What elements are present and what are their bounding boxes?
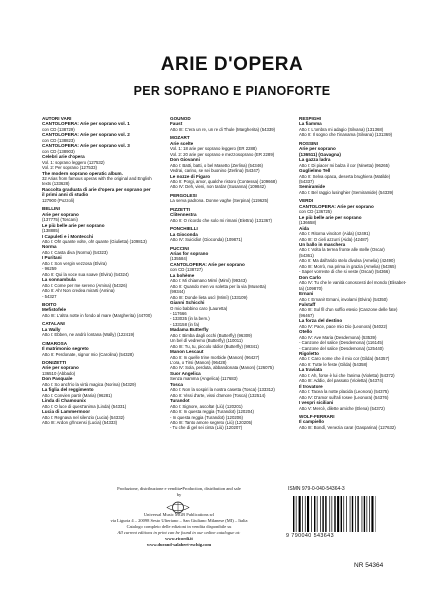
catalog-entry: Atto I: Di piacer mi balza il cor (Ninetta) (96265) <box>299 162 390 168</box>
catalog-heading: CANTOLOPERA: Arie per soprano vol. 2 <box>42 132 130 138</box>
catalog-heading: La bohème <box>170 272 195 278</box>
catalog-entry: Atto IV: Tu che le vanità conoscesti del mondo (Elisabet- <box>299 280 407 286</box>
barcode-bar <box>311 496 312 532</box>
catalog-heading: il primi anni di studio <box>42 192 89 198</box>
catalog-heading: DONIZETTI <box>42 360 67 366</box>
catalog-heading: Il matrimonio segreto <box>42 346 89 352</box>
catalog-heading: BELLINI <box>42 206 60 212</box>
catalog-entry: Atto III: L'altra notte in fondo al mare (Margherita) (44700) <box>42 312 152 318</box>
catalog-entry: (135584) <box>170 256 188 262</box>
catalog-heading: La traviata <box>299 367 322 373</box>
catalog-entry: Atto III: Tu, tu, piccolo Iddio! (Butterfly) (99341) <box>170 343 259 349</box>
catalog-heading: Madama Butterfly <box>170 327 209 333</box>
barcode-bar <box>334 496 335 532</box>
catalog-entry: Atto III: Ardon gl'incensi (Lucia) (54333) <box>42 420 118 426</box>
catalog-heading: I Puritani <box>42 255 62 261</box>
catalog-entry: - 54327 <box>42 293 57 299</box>
catalog-entry: O mio babbino caro (Lauretta) <box>170 305 228 311</box>
catalog-entry: L'ora, o Tirsi (Manon) (96428) <box>170 360 227 366</box>
catalog-heading: La gazza ladra <box>299 157 331 163</box>
catalog-entry: Atto II: In questa reggia (Turandot) (120204) <box>170 409 254 415</box>
catalog-entry: Senza mamma (Angelica) (117683) <box>170 376 238 382</box>
barcode-bar <box>346 496 347 532</box>
catalog-heading: CANTOLOPERA: Arie per soprano vol. 3 <box>42 143 130 149</box>
catalog-heading: Faust <box>170 121 183 127</box>
barcode-bar <box>314 496 315 532</box>
catalog-heading: PIZZETTI <box>170 206 190 212</box>
catalog-heading: Un ballo in maschera <box>299 241 346 247</box>
catalog-entry: (137775) (Toscani) <box>42 217 78 223</box>
catalog-heading: Manon Lescaut <box>170 349 204 355</box>
catalog-heading: Turandot <box>170 398 190 404</box>
catalog-entry: - In questa reggia (Turandot) (120206) <box>170 414 243 420</box>
barcode-bar <box>332 496 333 532</box>
catalog-heading: Ernani <box>299 291 314 297</box>
catalog-heading: CANTOLOPERA: Arie per soprano vol. 1 <box>42 121 130 127</box>
footer-link-durand[interactable]: www.durand-salabert-eschig.com <box>146 542 212 547</box>
catalog-heading: La sonnambula <box>42 277 76 283</box>
catalog-entry: - 96259 <box>42 266 57 272</box>
catalog-heading: Semiramide <box>299 184 326 190</box>
barcode-bar <box>355 496 356 532</box>
catalog-entry: - 133158 (in fa) <box>170 321 200 327</box>
catalog-entry: Atto I: Bel raggio lusinghier (Semiramide) (54339) <box>299 189 394 195</box>
catalog-number: NR 54364 <box>354 562 384 569</box>
catalog-entry: 32 Arias from famous operas with the original and English <box>42 175 152 181</box>
catalog-heading: Le più belle arie per soprano <box>299 214 362 220</box>
catalog-heading: CANTOLOPERA: Arie per soprano <box>299 203 374 209</box>
catalog-entry: Atto I: O luce di quest'anima (Linda) (54331) <box>42 403 127 409</box>
catalog-entry: Atto I: Bimba dagli occhi (Butterfly) (96309) <box>170 332 252 338</box>
catalog-heading: Celebri arie d'opera <box>42 154 85 160</box>
catalog-entry: Atto I: Ernani! Ernani, involami (Elvira) (54350) <box>299 296 388 302</box>
catalog-entry: 127900 (Pozzoli) <box>42 197 75 203</box>
catalog-entry: Atto I: Volta la terrea fronte alle stelle (Oscar) <box>299 247 385 253</box>
barcode-bar <box>325 496 326 532</box>
catalog-heading: Otello <box>299 329 313 335</box>
catalog-entry: Un bel dì vedremo (Butterfly) (110011) <box>170 338 243 344</box>
catalog-heading: PUCCINI <box>170 245 189 251</box>
barcode-bar <box>352 496 353 532</box>
catalog-entry: Atto II: Selva opaca, deserta brughiera (Matilde) <box>299 173 391 179</box>
catalog-entry: Atto III: Tanto amore segreto (Liù) (120205) <box>170 420 253 426</box>
catalog-heading: Raccolta graduata di arie d'opera per soprano per <box>42 186 151 192</box>
catalog-entry: Atto I: Signore, ascolta! (Liù) (120201) <box>170 403 243 409</box>
catalog-heading: Falstaff <box>299 301 316 307</box>
catalog-entry: (136658) <box>299 220 317 226</box>
catalog-entry: Atto V: Mercè, dilette amiche (Elena) (54372) <box>299 405 385 411</box>
footer-line-catalog-en: All current editions in print can be found in our online catalogue at: <box>117 530 241 535</box>
catalog-column-1 <box>42 116 160 425</box>
catalog-entry: (96467) <box>299 312 314 318</box>
catalog-entry: Atto I: Mi chiamano Mimì (Mimì) (99343) <box>170 278 247 284</box>
barcode-bar <box>350 496 351 532</box>
catalog-entry: Vol. 1: 18 arie per soprano leggero (ER 2288) <box>170 146 257 152</box>
catalog-entry: (99344) <box>170 289 185 295</box>
catalog-entry: Atto III: Morrò, ma prima in grazia (Amelia) (54365) <box>299 263 396 269</box>
catalog-heading: Clitennestra <box>170 212 197 218</box>
catalog-entry: Atto IV: Ave Maria (Desdemona) (53539) <box>299 334 377 340</box>
universal-music-logo <box>164 501 192 514</box>
barcode-bar <box>367 496 368 532</box>
catalog-heading: Arie per soprano <box>299 146 336 152</box>
catalog-entry: ta) (109870) <box>299 285 323 291</box>
catalog-entry: La serva padrona. Donne vaghe (Serpina) (119625) <box>170 198 269 204</box>
catalog-entry: Atto I: Batti, batti, o bel Masetto (Zerlina) (54346) <box>170 162 263 168</box>
barcode-bar <box>317 496 318 532</box>
barcode-bar <box>364 496 365 532</box>
ismn-code: ISMN 979-0-040-54364-3 <box>288 486 345 492</box>
catalog-entry: Atto III: Sul fil d'un soffio etesio (Canzone delle fate) <box>299 307 398 313</box>
barcode-bar <box>307 496 309 532</box>
catalog-heading: Arie per soprano <box>42 211 79 217</box>
page-subtitle: PER SOPRANO E PIANOFORTE <box>133 84 331 98</box>
catalog-heading: Rigoletto <box>299 351 319 357</box>
barcode-bar <box>343 496 344 532</box>
catalog-heading: La Gioconda <box>170 231 198 237</box>
catalog-entry: Atto II: In quelle trine morbide (Manon) (96427) <box>170 354 260 360</box>
catalog-entry: Atto II: Vissi d'arte, vissi d'amore (Tosca) (132514) <box>170 392 266 398</box>
footer-line-publisher: Universal Music MGB Publications srl <box>143 512 215 517</box>
catalog-entry: Atto IV: Sola, perduta, abbandonata (Manon) (126075) <box>170 365 274 371</box>
catalog-entry: Atto III: Bondì, Venezia cara! (Gasparina) (127632) <box>299 424 396 430</box>
catalog-entry: Atto IV: Pace, pace mio Dio (Leonora) (54022) <box>299 323 388 329</box>
catalog-entry: Atto II: Quando men vo soletta per la via (Musetta) <box>170 283 267 289</box>
catalog-heading: The modern soprano operatic album. <box>42 170 123 176</box>
barcode-bar <box>302 496 303 532</box>
catalog-entry: 136510 (Abbado) <box>42 370 76 376</box>
catalog-entry: Atto I: Ebben, ne andrò lontana (Wally) (122419) <box>42 332 135 338</box>
catalog-entry: - Saper vorreste di che si veste (Oscar) (54366) <box>299 269 390 275</box>
catalog-entry: (54361) <box>299 252 314 258</box>
catalog-heading: Norma <box>42 244 57 250</box>
footer-line-production: Produzione, distribuzione e vendita•Production, distribution and sale <box>117 486 241 491</box>
catalog-entry: texts (133628) <box>42 181 70 187</box>
catalog-entry: - Tu che di gel sei cinta (Liù) (120207) <box>170 425 243 431</box>
catalog-heading: Lucia di Lammermoor <box>42 409 90 415</box>
catalog-entry: Atto I: Ritorna vincitor! (Aida) (42491) <box>299 231 370 237</box>
catalog-entry: - 133035 (in la bem.) <box>170 316 210 322</box>
catalog-heading: Il trovatore <box>299 383 323 389</box>
catalog-entry: Atto II: Porgi, amor, qualche ristoro (Contessa) (109668) <box>170 178 277 184</box>
catalog-heading: Le più belle arie per soprano <box>42 222 105 228</box>
catalog-entry: Atto II: Il sogno che t'inanama (Silvana) (131369) <box>299 132 393 138</box>
barcode-number: 9 790040 543643 <box>286 533 334 539</box>
catalog-heading: WOLF-FERRARI <box>299 414 335 420</box>
catalog-heading: Guglielmo Tell <box>299 168 331 174</box>
barcode-bar <box>299 496 301 532</box>
barcode-bar <box>293 496 294 532</box>
barcode-bar <box>329 496 330 532</box>
catalog-heading: Le nozze di Figaro <box>170 173 211 179</box>
catalog-entry: (138885) <box>42 228 60 234</box>
catalog-entry: Atto II: O ricordo che solo mi rimani (Elettra) (131367) <box>170 217 272 223</box>
catalog-entry: Atto II: Ma dall'arido stelo divulsa (Amelia) (42490) <box>299 258 395 264</box>
catalog-heading: (136511) (Gavagna) <box>299 151 341 157</box>
barcode-bar <box>362 496 363 532</box>
barcode-bar <box>305 496 306 532</box>
catalog-heading: I vespri siciliani <box>299 400 334 406</box>
catalog-heading: Suor Angelica <box>170 370 201 376</box>
catalog-entry: Atto II: Tutte le feste (Gilda) (54358) <box>299 361 368 367</box>
barcode-bar <box>369 496 370 532</box>
catalog-column-3 <box>299 116 417 430</box>
barcode-bar <box>371 496 373 532</box>
catalog-heading: Don Giovanni <box>170 157 200 163</box>
catalog-entry: Atto I: L'ombra mi adagio (Silvana) (131368) <box>299 126 384 132</box>
catalog-entry: Atto IV: D'amor sull'ali rosee (Leonora) (54376) <box>299 394 389 400</box>
barcode-bar <box>320 496 321 532</box>
catalog-entry: Atto I: Come per me sereno (Amina) (54326) <box>42 282 128 288</box>
catalog-heading: PERGOLESI <box>170 192 197 198</box>
catalog-entry: Atto I: Non la sospiri la nostra casetta (Tosca) (133312) <box>170 387 275 393</box>
catalog-heading: VERDI <box>299 198 314 204</box>
barcode-bar <box>296 496 297 532</box>
catalog-entry: Atto III: O cieli azzurri (Aida) (42487) <box>299 236 369 242</box>
catalog-heading: BOITO <box>42 301 57 307</box>
catalog-heading: PONCHIELLI <box>170 226 198 232</box>
catalog-entry: Atto I: Casta diva (Norma) (54323) <box>42 249 108 255</box>
catalog-entry: Atto I: So anch'io la virtù magica (Norina) (54329) <box>42 381 136 387</box>
catalog-heading: MOZART <box>170 135 190 141</box>
catalog-entry: con CD (136725) <box>299 209 332 215</box>
catalog-heading: Don Pasquale <box>42 376 73 382</box>
catalog-entry: con CD (138729) <box>42 126 75 132</box>
catalog-column-2 <box>170 116 288 431</box>
catalog-heading: Il campiello <box>299 419 325 425</box>
catalog-heading: Don Carlo <box>299 274 321 280</box>
catalog-heading: Tosca <box>170 381 183 387</box>
catalog-heading: CATALANI <box>42 321 65 327</box>
catalog-entry: con CD (138823) <box>42 137 75 143</box>
catalog-heading: GOUNOD <box>170 116 191 121</box>
barcode-bar <box>337 496 339 532</box>
barcode <box>291 496 376 532</box>
footer-line-catalog-it: Catalogo completo delle edizioni in vendita disponibile su <box>126 524 232 529</box>
catalog-heading: La fiamma <box>299 121 322 127</box>
catalog-heading: Arie per soprano <box>42 365 79 371</box>
catalog-heading: La Wally <box>42 326 61 332</box>
catalog-entry: Atto II: Perdonate, signor mio (Carolina) (54328) <box>42 351 134 357</box>
catalog-entry: Vol. 2: Per soprano (127533) <box>42 165 97 171</box>
catalog-heading: La figlia del reggimento <box>42 387 94 393</box>
catalog-heading: La forza del destino <box>299 318 343 324</box>
catalog-entry: Vedrai, carino, se sei buonino (Zerlina) (54347) <box>170 168 260 174</box>
publisher-footer <box>94 486 264 548</box>
catalog-heading: Arias for soprano <box>170 250 209 256</box>
catalog-heading: I Capuleti e i Montecchi <box>42 233 94 239</box>
barcode-bar <box>322 496 323 532</box>
catalog-entry: - 117666 <box>170 310 187 316</box>
catalog-entry: - Canzone del salice (Desdemona) (125440) <box>299 345 384 351</box>
catalog-heading: Mefistofele <box>42 307 66 313</box>
catalog-heading: Gianni Schicchi <box>170 300 205 306</box>
barcode-bar <box>357 496 358 532</box>
footer-line-address: via Liguria 4 – 20098 Sesto Ulteriano – San Giuliano Milanese (MI) – Italia <box>110 518 248 523</box>
catalog-entry: Atto I: Regnava nel silenzio (Lucia) (54332) <box>42 414 125 420</box>
catalog-heading: Arie scelte <box>170 140 194 146</box>
catalog-entry: Atto III: Addio, del passato (Violetta) (54374) <box>299 378 384 384</box>
catalog-heading: RESPIGHI <box>299 116 321 121</box>
catalog-entry: Vol. 2: 20 arie per soprano e mezzosoprano (ER 2289) <box>170 151 275 157</box>
catalog-heading: CIMAROSA <box>42 340 68 346</box>
catalog-entry: Atto I: Convien partir (Maria) (96281) <box>42 392 112 398</box>
footer-link-ricordi[interactable]: www.ricordi.it <box>165 536 193 541</box>
catalog-entry: (54337) <box>299 178 314 184</box>
catalog-entry: Atto II: Ah! Non credea mirarti (Amina) <box>42 288 115 294</box>
footer-line-by: by <box>176 492 182 497</box>
catalog-entry: Atto I: Caro nome che il mio cor (Gilda) (54357) <box>299 356 390 362</box>
catalog-entry: Atto IV: Deh, vieni, non tardar (Susanna) (109842) <box>170 184 266 190</box>
cover-page <box>36 0 428 604</box>
barcode-bar <box>341 496 342 532</box>
catalog-heading: Aida <box>299 225 309 231</box>
catalog-heading: CANTOLOPERA: Arie per soprano <box>170 261 245 267</box>
catalog-entry: con CD (138903) <box>42 148 75 154</box>
catalog-entry: Atto II: Qui la voce sua soave (Elvira) (54324) <box>42 271 129 277</box>
catalog-entry: Atto I: Ah, forse è lui che l'anima (Violetta) (54372) <box>299 372 395 378</box>
catalog-entry: con CD (138727) <box>170 267 203 273</box>
catalog-entry: - Canzone del salice (Desdemona) (116145) <box>299 340 384 346</box>
catalog-heading: Linda di Chamounix <box>42 398 86 404</box>
catalog-entry: Vol. 1: soprano leggero (127532) <box>42 159 105 165</box>
catalog-heading: AUTORI VARI <box>42 116 72 121</box>
catalog-entry: Atto III: Donde lieta uscì (Mimì) (133109) <box>170 294 248 300</box>
catalog-entry: Atto IV: Suicidio! (Gioconda) (109871) <box>170 237 243 243</box>
catalog-entry: Atto I: Son vergin vezzosa (Elvira) <box>42 260 107 266</box>
catalog-entry: Atto I: Oh! quante volte, oh! quante (Giulietta) (109813) <box>42 238 147 244</box>
catalog-entry: Atto I: Tacea la notte placida (Leonora) (54375) <box>299 389 389 395</box>
page-title: ARIE D'OPERA <box>160 54 304 75</box>
catalog-entry: Atto III: C'era un re, un re di Thule (Margherita) (54339) <box>170 126 276 132</box>
catalog-heading: ROSSINI <box>299 140 318 146</box>
